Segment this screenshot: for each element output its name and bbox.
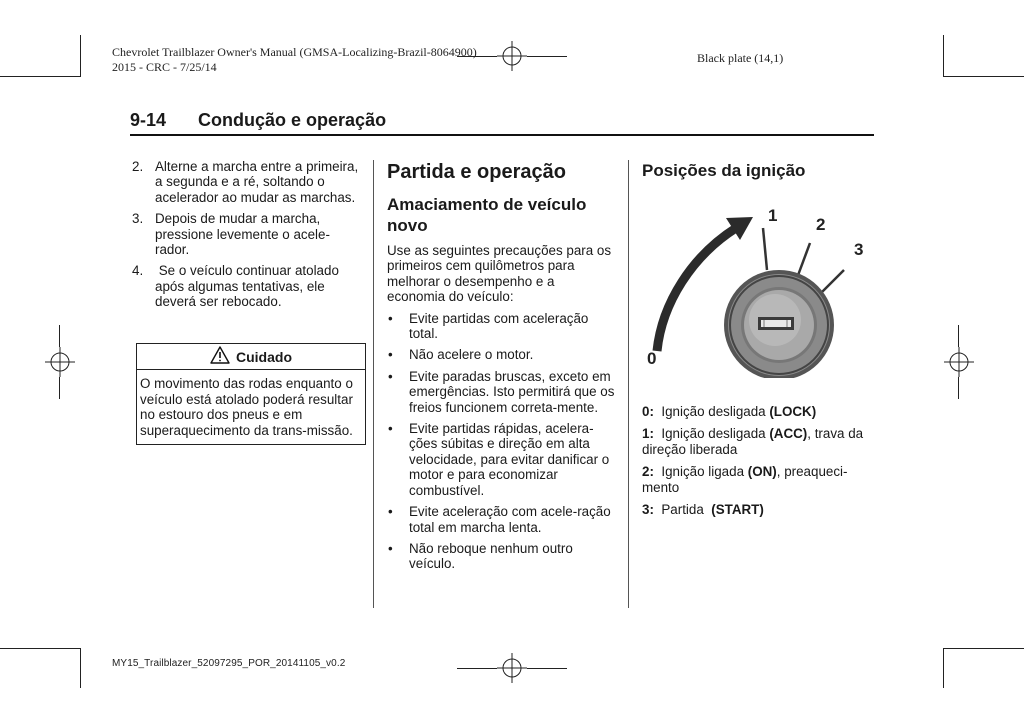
print-footer: MY15_Trailblazer_52097295_POR_20141105_v0.2 — [112, 658, 346, 669]
list-item: 2: Ignição ligada (ON), preaqueci-mento — [642, 464, 848, 495]
column-divider — [628, 160, 629, 608]
ignition-heading: Posições da ignição — [642, 161, 806, 180]
steps-list — [132, 159, 364, 310]
page-number: 9-14 — [130, 110, 167, 130]
section-title: Condução e operação — [198, 110, 387, 130]
list-item: • Não reboque nenhum outro veículo. — [388, 540, 573, 572]
list-item: 2. Alterne a marcha entre a primeira, a segunda e a ré, soltando o acelerador ao mudar as marchas. — [132, 159, 359, 205]
caution-box — [136, 343, 366, 445]
print-header-line1: Chevrolet Trailblazer Owner's Manual (GMSA-Localizing-Brazil-8064900) — [112, 45, 477, 59]
caution-text: O movimento das rodas enquanto o veículo está atolado poderá resultar no estouro dos pneus e em superaquecimento da trans-missão. — [140, 376, 353, 438]
list-item: • Não acelere o motor. — [388, 347, 534, 363]
list-item: • Evite partidas rápidas, acelera-ções súbitas e direção em alta velocidade, para evitar danificar o motor e para economizar combustível. — [388, 421, 610, 498]
list-item: • Evite paradas bruscas, exceto em emergências. Isto permitirá que os freios funcionem correta-mente. — [388, 368, 615, 415]
partida-heading: Partida e operação — [387, 161, 566, 183]
list-item: 4. Se o veículo continuar atolado após algumas tentativas, ele deverá ser rebocado. — [132, 263, 343, 310]
registration-mark-bottom — [497, 653, 527, 683]
warning-triangle-icon — [210, 346, 230, 367]
figure-label-3: 3 — [854, 240, 864, 259]
precautions-list — [387, 311, 615, 572]
ignition-diagram — [640, 198, 880, 378]
list-item: 3. Depois de mudar a marcha, pressione levemente o acele-rador. — [132, 211, 330, 258]
ignition-legend — [642, 404, 874, 524]
registration-mark-top — [497, 41, 527, 71]
figure-label-0: 0 — [647, 349, 657, 368]
section-rule — [130, 134, 874, 136]
list-item: • Evite partidas com aceleração total. — [388, 310, 589, 342]
caution-header — [137, 344, 365, 370]
print-header — [112, 45, 477, 75]
ignition-column — [642, 160, 874, 181]
caution-title: Cuidado — [236, 348, 292, 365]
registration-mark-right — [944, 347, 974, 377]
list-item: 0: Ignição desligada (LOCK) — [642, 404, 817, 419]
steps-column — [132, 159, 364, 316]
section-header — [130, 110, 386, 131]
figure-label-1: 1 — [768, 206, 778, 225]
partida-intro: Use as seguintes precauções para os primeiros cem quilômetros para melhorar o desempenho e a economia do veículo: — [387, 243, 612, 305]
list-item: • Evite aceleração com acele-ração total em marcha lenta. — [388, 504, 611, 535]
amaciamento-heading: Amaciamento de veículo novo — [387, 195, 587, 235]
list-item: 1: Ignição desligada (ACC), trava da direção liberada — [642, 426, 864, 457]
figure-label-2: 2 — [816, 215, 826, 234]
print-header-line2: 2015 - CRC - 7/25/14 — [112, 60, 217, 74]
plate-label: Black plate (14,1) — [697, 51, 784, 65]
list-item: 3: Partida (START) — [642, 502, 764, 518]
partida-column — [387, 160, 615, 578]
registration-mark-left — [45, 347, 75, 377]
column-divider — [373, 160, 374, 608]
